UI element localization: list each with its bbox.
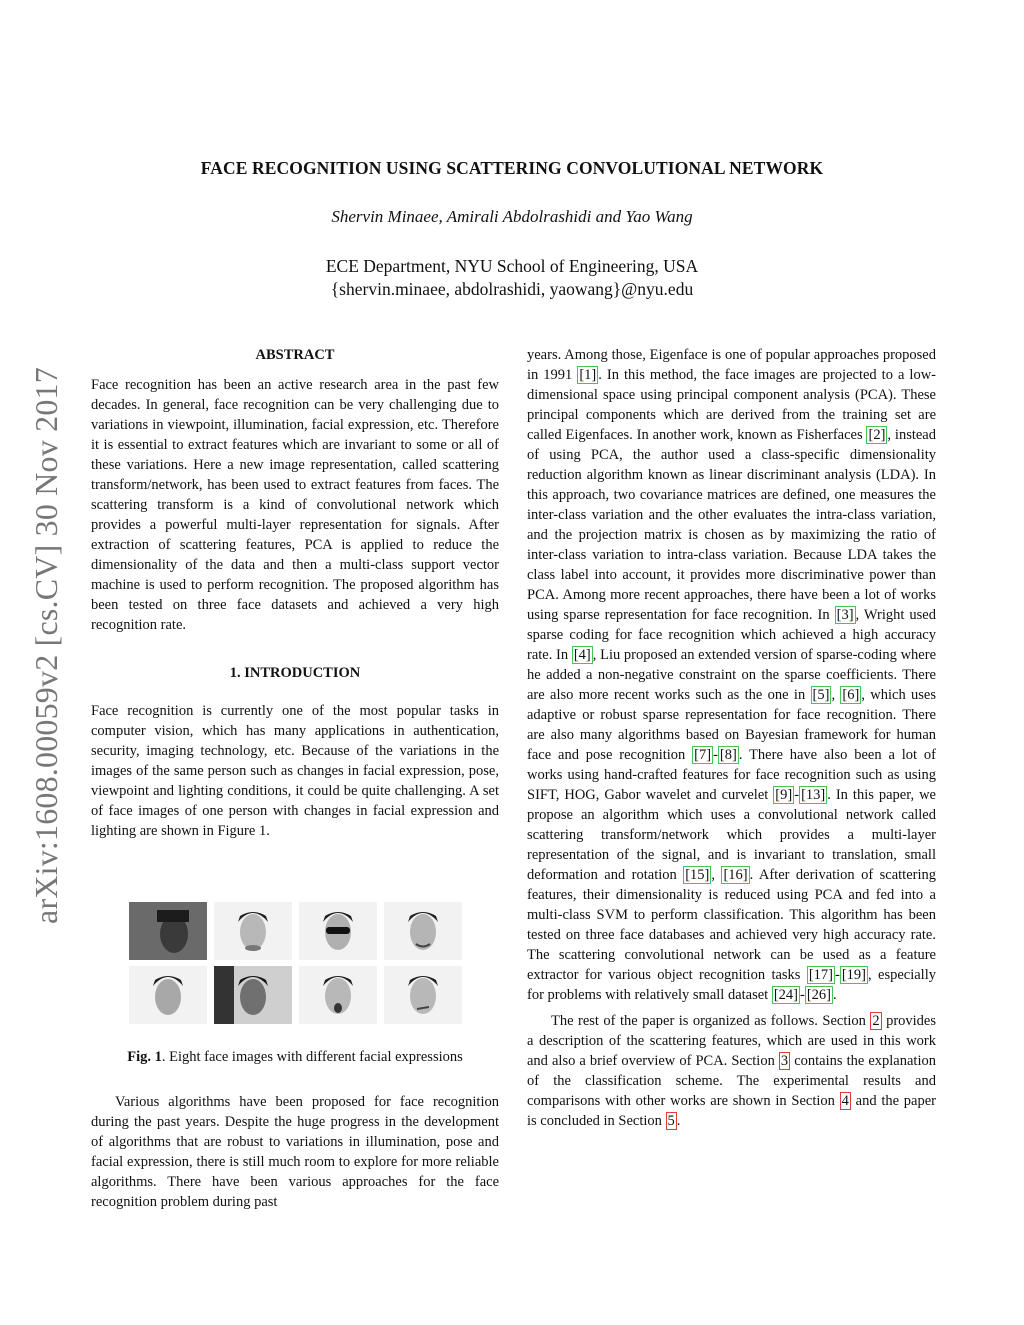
citation-link[interactable]: [26] [806,987,832,1003]
citation-link[interactable]: [5] [812,687,830,703]
paper-authors: Shervin Minaee, Amirali Abdolrashidi and Yao Wang [331,207,693,226]
affiliation: ECE Department, NYU School of Engineering, USA [325,256,699,276]
face-image [214,966,292,1024]
section-link[interactable]: 5 [667,1113,675,1129]
section-link[interactable]: 4 [841,1093,849,1109]
citation-link[interactable]: [24] [773,987,798,1003]
face-image [299,966,377,1024]
paper-title: FACE RECOGNITION USING SCATTERING CONVOLUTIONAL NETWORK [200,158,824,178]
citation-link[interactable]: [1] [579,367,597,383]
face-image [299,902,377,960]
face-image-grid [129,902,461,1024]
section-link[interactable]: 3 [780,1053,789,1069]
right-paragraph-1: years. Among those, Eigenface is one of popular approaches proposed in 1991 [1] . In this method, the face images are projected to a low-dimensional space using principal component analysis (PCA). These principal components which are derived from the training set are called Eigenfaces. In another work, known as Fisherfaces [2] , instead of using PCA, the author used a class-specific dimensionality reduction algorithm known as linear discriminant analysis (LDA). In this approach, two covariance matrices are defined, one measures the inter-class variation and the other evaluates the intra-class variation, and the projection matrix is chosen as by maximizing the ratio of inter-class variation to intra-class variation. Because LDA takes the class label into account, it provides more discriminative power than PCA. Among more recent approaches, there have been a lot of works using sparse representation for face recognition. In [3] , Wright used sparse coding for face recognition which achieved a high accuracy rate. In [4] , Liu proposed an extended version of sparse-coding where he added a non-negative constraint on the sparse coefficients. There are also more recent works such as the one in [5] , [6] , which uses adaptive or robust sparse representation for face recognition. There are also many algorithms based on Bayesian framework for human face and pose recognition [7] - [8] . There have also been a lot of works using hand-crafted features for face recognition such as using SIFT, HOG, Gabor wavelet and curvelet [9] - [13] . In this paper, we propose an algorithm which uses a convolutional network called scattering transform/network which provides a multi-layer representation of the signal, and is invariant to translation, small deformation and rotation [15] , [16] . After derivation of scattering features, their dimensionality is reduced using PCA and fed into a multi-class SVM to perform classification. This algorithm has been tested on three face databases and achieved very high accuracy rate. The scattering convolutional network can be used as a feature extractor for various object recognition tasks [17] - [19] , especially for problems with relatively small dataset [24] - [26] . [527,347,937,1003]
citation-link[interactable]: [3] [836,607,854,623]
citation-link[interactable]: [19] [841,967,867,983]
right-column [527,345,936,1131]
abstract-heading: ABSTRACT [255,347,335,363]
face-image [384,966,462,1024]
abstract-text: Face recognition has been an active research area in the past few decades. In general, face recognition can be very challenging due to variations in viewpoint, illumination, facial expression, etc. Therefore it is essential to extract features which are invariant to some or all of these variations. Here a new image representation, called scattering transform/network, has been used to extract features from faces. The scattering transform is a kind of convolutional network which provides a powerful multi-layer representation for signals. After extraction of scattering features, PCA is applied to reduce the dimensionality of the data and then a multi-class support vector machine is used to perform recognition. The proposed algorithm has been tested on three face datasets and achieved a very high recognition rate. [91,377,499,633]
citation-link[interactable]: [13] [801,787,826,803]
citation-link[interactable]: [2] [868,427,886,443]
intro-paragraph-2: Various algorithms have been proposed for face recognition during the past years. Despite the huge progress in the development of algorithms that are robust to variations in illumination, pose and facial expression, there is still much room to explore for more reliable algorithms. There have been various approaches for the face recognition problem during past [91,1094,499,1210]
face-image [214,902,292,960]
author-emails: {shervin.minaee, abdolrashidi, yaowang}@nyu.edu [330,279,694,299]
figure-caption-text: . Eight face images with different facial expressions [161,1049,463,1065]
intro-paragraph-1: Face recognition is currently one of the most popular tasks in computer vision, which has many applications in authentication, security, imaging technology, etc. Because of the variations in the images of the same person such as changes in facial expression, pose, viewpoint and lighting conditions, it could be quite challenging. A set of face images of one person with changes in facial expression and lighting are shown in Figure 1. [91,703,499,839]
face-image [129,902,207,960]
citation-link[interactable]: [15] [685,867,710,883]
arxiv-identifier [16,345,76,945]
citation-link[interactable]: [9] [775,787,793,803]
figure-1 [129,902,461,1026]
left-column [91,345,499,841]
left-column-bottom [91,1092,499,1212]
right-paragraph-2: The rest of the paper is organized as follows. Section 2 provides a description of the scattering features, which are used in this work and also a brief overview of PCA. Section 3 contains the explanation of the classification scheme. The experimental results and comparisons with other works are shown in Section 4 and the paper is concluded in Section 5 . [527,1013,937,1129]
face-image [384,902,462,960]
citation-link[interactable]: [17] [808,967,833,983]
intro-heading: 1. INTRODUCTION [229,665,361,681]
citation-link[interactable]: [4] [573,647,591,663]
face-image [129,966,207,1024]
arxiv-id-text: arXiv:1608.00059v2 [cs.CV] 30 Nov 2017 [27,366,64,924]
figure-caption [91,1049,499,1066]
affiliation-block [0,255,1024,301]
section-link[interactable]: 2 [872,1013,880,1029]
citation-link[interactable]: [7] [694,747,712,763]
citation-link[interactable]: [8] [719,747,737,763]
figure-label: Fig. 1 [127,1049,162,1065]
citation-link[interactable]: [6] [842,687,860,703]
citation-link[interactable]: [16] [723,867,748,883]
